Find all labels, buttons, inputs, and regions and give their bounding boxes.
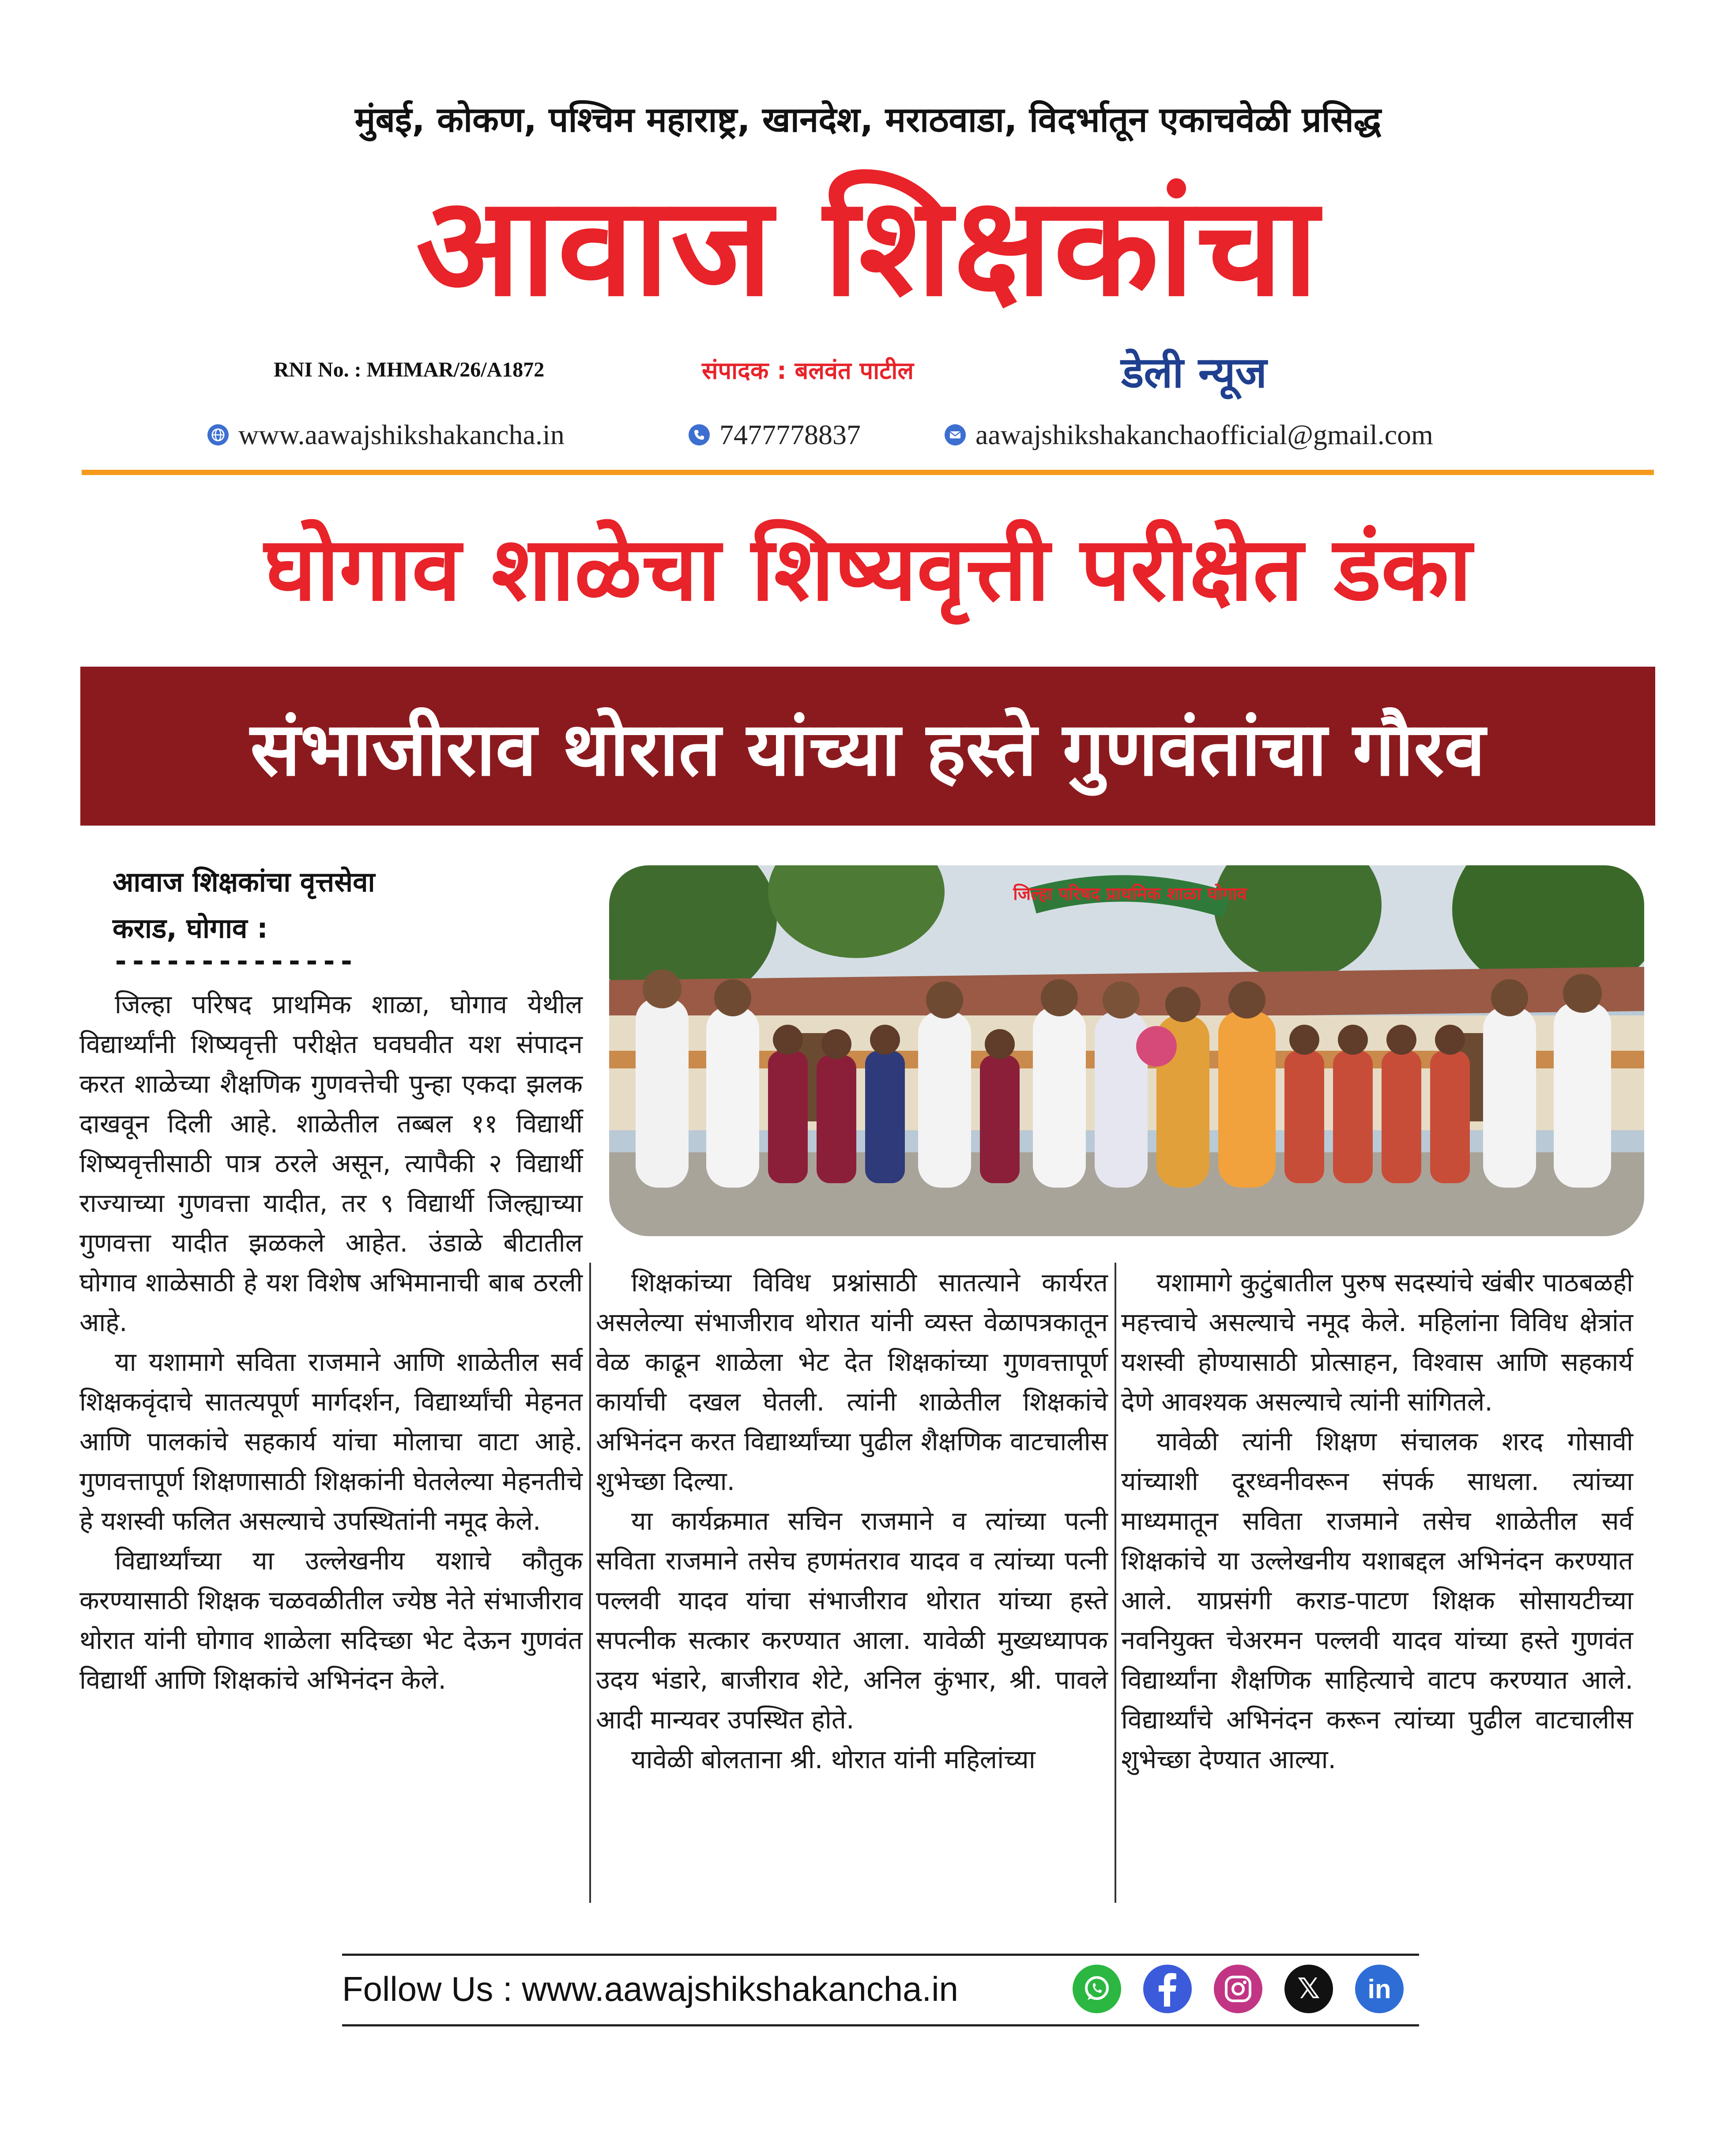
paragraph: जिल्हा परिषद प्राथमिक शाळा, घोगाव येथील विद्यार्थ्यांनी शिष्यवृत्ती परीक्षेत घवघवीत यश संपादन करत शाळेच्या शैक्षणिक गुणवत्तेची पुन्हा एकदा झलक दाखवून दिली आहे. शाळेतील तब्बल ११ विद्यार्थी शिष्यवृत्तीसाठी पात्र ठरले असून, त्यापैकी २ विद्यार्थी राज्याच्या गुणवत्ता यादीत, तर ९ विद्यार्थी जिल्ह्याच्या गुणवत्ता यादीत झळकले आहेत. उंडाळे बीटातील घोगाव शाळेसाठी हे यश विशेष अभिमानाची बाब ठरली आहे. [79, 989, 583, 1337]
byline-agency: आवाज शिक्षकांचा वृत्तसेवा [113, 866, 375, 898]
x-icon[interactable] [1284, 1965, 1333, 2013]
x-icon-glyph: 𝕏 [1297, 1973, 1320, 2005]
website-contact[interactable] [207, 415, 565, 455]
paragraph: शिक्षकांच्या विविध प्रश्नांसाठी सातत्याने कार्यरत असलेल्या संभाजीराव थोरात यांनी व्यस्त वेळापत्रकातून वेळ काढून शाळेला भेट देत शिक्षकांच्या गुणवत्तापूर्ण कार्याची दखल घेतली. त्यांनी शाळेतील शिक्षकांचे अभिनंदन करत विद्यार्थ्यांच्या पुढील शैक्षणिक वाटचालीस शुभेच्छा दिल्या. [596, 1268, 1108, 1496]
globe-icon [207, 424, 229, 445]
article-photo [609, 865, 1644, 1236]
mail-icon [945, 424, 966, 445]
column-divider [589, 1263, 591, 1903]
paragraph: यावेळी त्यांनी शिक्षण संचालक शरद गोसावी यांच्याशी दूरध्वनीवरून संपर्क साधला. त्यांच्या माध्यमातून सविता राजमाने तसेच शाळेतील सर्व शिक्षकांचे या उल्लेखनीय यशाबद्दल अभिनंदन करण्यात आले. याप्रसंगी कराड-पाटण शिक्षक सोसायटीच्या नवनियुक्त चेअरमन पल्लवी यादव यांच्या हस्ते गुणवंत विद्यार्थ्यांना शैक्षणिक साहित्याचे वाटप करण्यात आले. विद्यार्थ्यांचे अभिनंदन करून त्यांच्या पुढील वाटचालीस शुभेच्छा देण्यात आल्या. [1121, 1426, 1633, 1774]
linkedin-icon[interactable] [1355, 1965, 1404, 2013]
footer-divider-bottom [342, 2024, 1419, 2026]
editor-credit: संपादक : बलवंत पाटील [702, 357, 914, 385]
linkedin-icon-glyph: in [1367, 1974, 1391, 2004]
subheadline-banner [80, 667, 1655, 826]
paragraph: या यशामागे सविता राजमाने आणि शाळेतील सर्व शिक्षकवृंदाचे सातत्यपूर्ण मार्गदर्शन, विद्यार्थ्यांची मेहनत आणि पालकांचे सहकार्य यांचा मोलाचा वाटा आहे. गुणवत्तापूर्ण शिक्षणासाठी शिक्षकांनी घेतलेल्या मेहनतीचे हे यशस्वी फलित असल्याचे उपस्थितांनी नमूद केले. [79, 1347, 583, 1536]
follow-us[interactable]: Follow Us : www.aawajshikshakancha.in [342, 1969, 958, 2008]
byline [113, 859, 375, 951]
column-divider [1115, 1263, 1116, 1903]
footer-divider-top [342, 1954, 1419, 1956]
masthead-title: आवाज शिक्षकांचा [416, 167, 1320, 327]
email-text: aawajshikshakanchaofficial@gmail.com [975, 419, 1433, 450]
article-column-1 [79, 985, 583, 1700]
phone-contact[interactable] [689, 415, 861, 455]
subheadline: संभाजीराव थोरात यांच्या हस्ते गुणवंतांचा गौरव [250, 706, 1486, 792]
email-contact[interactable] [945, 415, 1433, 455]
phone-text: 7477778837 [719, 419, 861, 450]
photo-school-sign: जिल्हा परिषद प्राथमिक शाळा घोगाव [1013, 884, 1247, 904]
instagram-icon[interactable] [1214, 1965, 1262, 2013]
byline-separator: -------------- [113, 945, 356, 977]
facebook-icon[interactable] [1143, 1965, 1192, 2013]
daily-news-label: डेली न्यूज [1121, 348, 1267, 397]
paragraph: विद्यार्थ्यांच्या या उल्लेखनीय यशाचे कौतुक करण्यासाठी शिक्षक चळवळीतील ज्येष्ठ नेते संभाजीराव थोरात यांनी घोगाव शाळेला सदिच्छा भेट देऊन गुणवंत विद्यार्थी आणि शिक्षकांचे अभिनंदन केले. [79, 1546, 583, 1695]
paragraph: यावेळी बोलताना श्री. थोरात यांनी महिलांच्या [631, 1744, 1036, 1774]
website-text: www.aawajshikshakancha.in [238, 419, 565, 450]
article-column-2 [596, 1263, 1108, 1779]
article-column-3 [1121, 1263, 1633, 1779]
paragraph: यशामागे कुटुंबातील पुरुष सदस्यांचे खंबीर पाठबळही महत्त्वाचे असल्याचे नमूद केले. महिलांना विविध क्षेत्रांत यशस्वी होण्यासाठी प्रोत्साहन, विश्वास आणि सहकार्य देणे आवश्यक असल्याचे त्यांनी सांगितले. [1121, 1268, 1633, 1417]
phone-icon [689, 424, 710, 445]
tagline: मुंबई, कोकण, पश्चिम महाराष्ट्र, खानदेश, मराठवाडा, विदर्भातून एकाचवेळी प्रसिद्ध [354, 100, 1382, 140]
whatsapp-icon[interactable] [1073, 1965, 1121, 2013]
byline-location: कराड, घोगाव : [113, 912, 268, 944]
headline: घोगाव शाळेचा शिष्यवृत्ती परीक्षेत डंका [264, 518, 1472, 621]
header-divider [82, 470, 1654, 475]
paragraph: या कार्यक्रमात सचिन राजमाने व त्यांच्या पत्नी सविता राजमाने तसेच हणमंतराव यादव व त्यांच्या पत्नी पल्लवी यादव यांचा संभाजीराव थोरात यांच्या हस्ते सपत्नीक सत्कार करण्यात आला. यावेळी मुख्यध्यापक उदय भंडारे, बाजीराव शेटे, अनिल कुंभार, श्री. पावले आदी मान्यवर उपस्थित होते. [596, 1506, 1108, 1735]
rni-number: RNI No. : MHMAR/26/A1872 [274, 358, 545, 381]
